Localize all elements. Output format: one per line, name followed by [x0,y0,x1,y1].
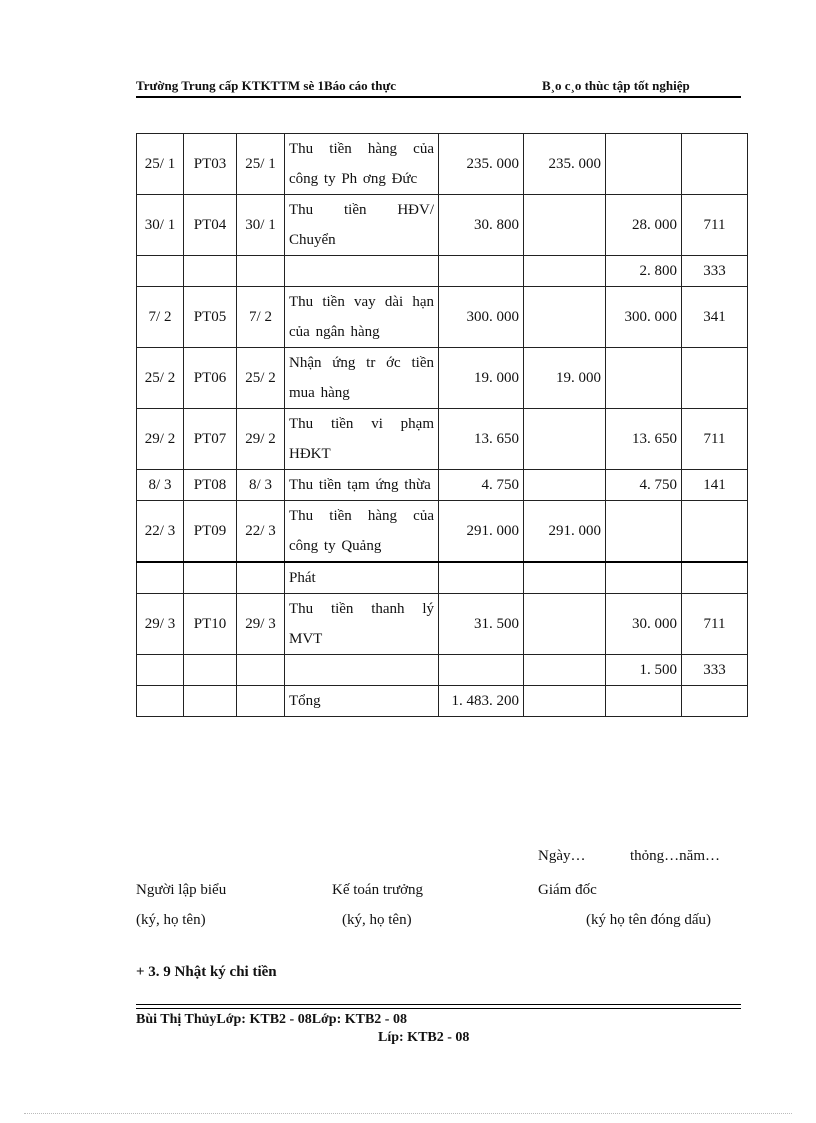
cell-credit-131: 235. 000 [524,134,606,195]
footer-divider [136,1004,741,1009]
cell-voucher-no: PT05 [184,287,237,348]
cell-amount [439,655,524,686]
cell-account: 333 [682,655,748,686]
cell-credit-131 [524,594,606,655]
cell-voucher-date: 29/ 2 [237,409,285,470]
cell-account: 341 [682,287,748,348]
cell-amount: 300. 000 [439,287,524,348]
cell-account [682,348,748,409]
table-row [137,287,748,348]
cell-voucher-date: 7/ 2 [237,287,285,348]
cell-amount: 19. 000 [439,348,524,409]
date-day: Ngày… [538,848,586,864]
cell-amount: 30. 800 [439,195,524,256]
cell-amount: 13. 650 [439,409,524,470]
cell-date: 7/ 2 [137,287,184,348]
cell-credit-other: 30. 000 [606,594,682,655]
cell-voucher-no [184,562,237,594]
cell-credit-other: 28. 000 [606,195,682,256]
cell-credit-131 [524,686,606,717]
cell-account: 141 [682,470,748,501]
cell-date [137,686,184,717]
cell-voucher-date: 29/ 3 [237,594,285,655]
cell-voucher-date [237,686,285,717]
cell-date: 29/ 2 [137,409,184,470]
cell-voucher-date [237,562,285,594]
cell-voucher-no [184,686,237,717]
cell-voucher-no: PT06 [184,348,237,409]
cell-date: 25/ 2 [137,348,184,409]
director-label: Giám đốc [538,882,597,898]
cell-voucher-date: 25/ 1 [237,134,285,195]
cell-credit-other [606,562,682,594]
date-month-year: thỏng…năm… [630,848,720,864]
table-row [137,562,748,594]
preparer-label: Người lập biểu [136,882,227,898]
cell-credit-other: 1. 500 [606,655,682,686]
cell-description [285,256,439,287]
footer-author: Bùi Thị ThủyLớp: KTB2 - 08Lớp: KTB2 - 08 [136,1012,407,1027]
cell-description: Thu tiền vi phạm HĐKT [285,409,439,470]
header-report-title: B¸o c¸o thùc tập tốt nghiệp [542,78,690,93]
cell-voucher-no: PT08 [184,470,237,501]
cell-credit-131 [524,195,606,256]
page-edge [24,1113,792,1114]
cell-credit-other: 300. 000 [606,287,682,348]
cell-description: Thu tiền hàng của công ty Ph ơng Đức [285,134,439,195]
cell-credit-131 [524,256,606,287]
cell-account: 711 [682,409,748,470]
cell-amount [439,562,524,594]
cell-credit-other [606,501,682,563]
cell-date: 30/ 1 [137,195,184,256]
cell-credit-131: 19. 000 [524,348,606,409]
cell-account: 711 [682,195,748,256]
cell-date: 22/ 3 [137,501,184,563]
cell-credit-131 [524,287,606,348]
cell-description: Thu tiền vay dài hạn của ngân hàng [285,287,439,348]
footer-class: Líp: KTB2 - 08 [378,1030,470,1045]
chief-note: (ký, họ tên) [342,912,412,928]
table-row [137,470,748,501]
cell-date [137,655,184,686]
cell-voucher-no [184,655,237,686]
table-row [137,594,748,655]
cell-credit-131 [524,409,606,470]
cell-date: 25/ 1 [137,134,184,195]
table-row [137,256,748,287]
cell-voucher-date [237,655,285,686]
page-header [136,76,741,98]
cell-credit-other [606,686,682,717]
cell-amount [439,256,524,287]
cell-voucher-no: PT09 [184,501,237,563]
cell-date: 29/ 3 [137,594,184,655]
cell-credit-other: 13. 650 [606,409,682,470]
cell-amount: 1. 483. 200 [439,686,524,717]
cell-credit-other: 2. 800 [606,256,682,287]
table-row [137,348,748,409]
cell-description: Thu tiền HĐV/ Chuyển [285,195,439,256]
cell-description [285,655,439,686]
cell-description: Nhận ứng tr ớc tiền mua hàng [285,348,439,409]
cell-account [682,562,748,594]
cell-description: Thu tiền tạm ứng thừa [285,470,439,501]
cell-date [137,256,184,287]
cell-credit-other: 4. 750 [606,470,682,501]
cell-account: 333 [682,256,748,287]
cell-credit-131 [524,655,606,686]
cell-amount: 291. 000 [439,501,524,563]
table-row [137,655,748,686]
cell-voucher-date: 8/ 3 [237,470,285,501]
preparer-note: (ký, họ tên) [136,912,206,928]
header-school: Trường Trung cấp KTKTTM sè 1Báo cáo thực [136,78,397,93]
cell-date [137,562,184,594]
table-row [137,686,748,717]
cell-amount: 4. 750 [439,470,524,501]
cell-credit-131 [524,562,606,594]
table-row [137,195,748,256]
cash-receipts-table [136,133,748,717]
cell-credit-131 [524,470,606,501]
cell-account: 711 [682,594,748,655]
cell-account [682,501,748,563]
cell-voucher-date: 25/ 2 [237,348,285,409]
cell-description: Thu tiền thanh lý MVT [285,594,439,655]
cell-amount: 235. 000 [439,134,524,195]
cell-account [682,134,748,195]
cell-amount: 31. 500 [439,594,524,655]
cell-voucher-no: PT04 [184,195,237,256]
director-note: (ký họ tên đóng dấu) [586,912,711,928]
table-row [137,409,748,470]
cell-credit-other [606,134,682,195]
cell-voucher-no [184,256,237,287]
cell-voucher-no: PT10 [184,594,237,655]
cell-voucher-date: 22/ 3 [237,501,285,563]
cell-voucher-date [237,256,285,287]
chief-accountant-label: Kế toán trưởng [332,882,424,898]
table-row [137,501,748,563]
cell-voucher-no: PT07 [184,409,237,470]
cell-description: Tổng [285,686,439,717]
table-row [137,134,748,195]
section-title: + 3. 9 Nhật ký chi tiền [136,964,277,980]
cell-description: Phát [285,562,439,594]
cell-voucher-no: PT03 [184,134,237,195]
cell-credit-131: 291. 000 [524,501,606,563]
cell-voucher-date: 30/ 1 [237,195,285,256]
cell-account [682,686,748,717]
cell-date: 8/ 3 [137,470,184,501]
cell-description: Thu tiền hàng của công ty Quảng [285,501,439,563]
cell-credit-other [606,348,682,409]
